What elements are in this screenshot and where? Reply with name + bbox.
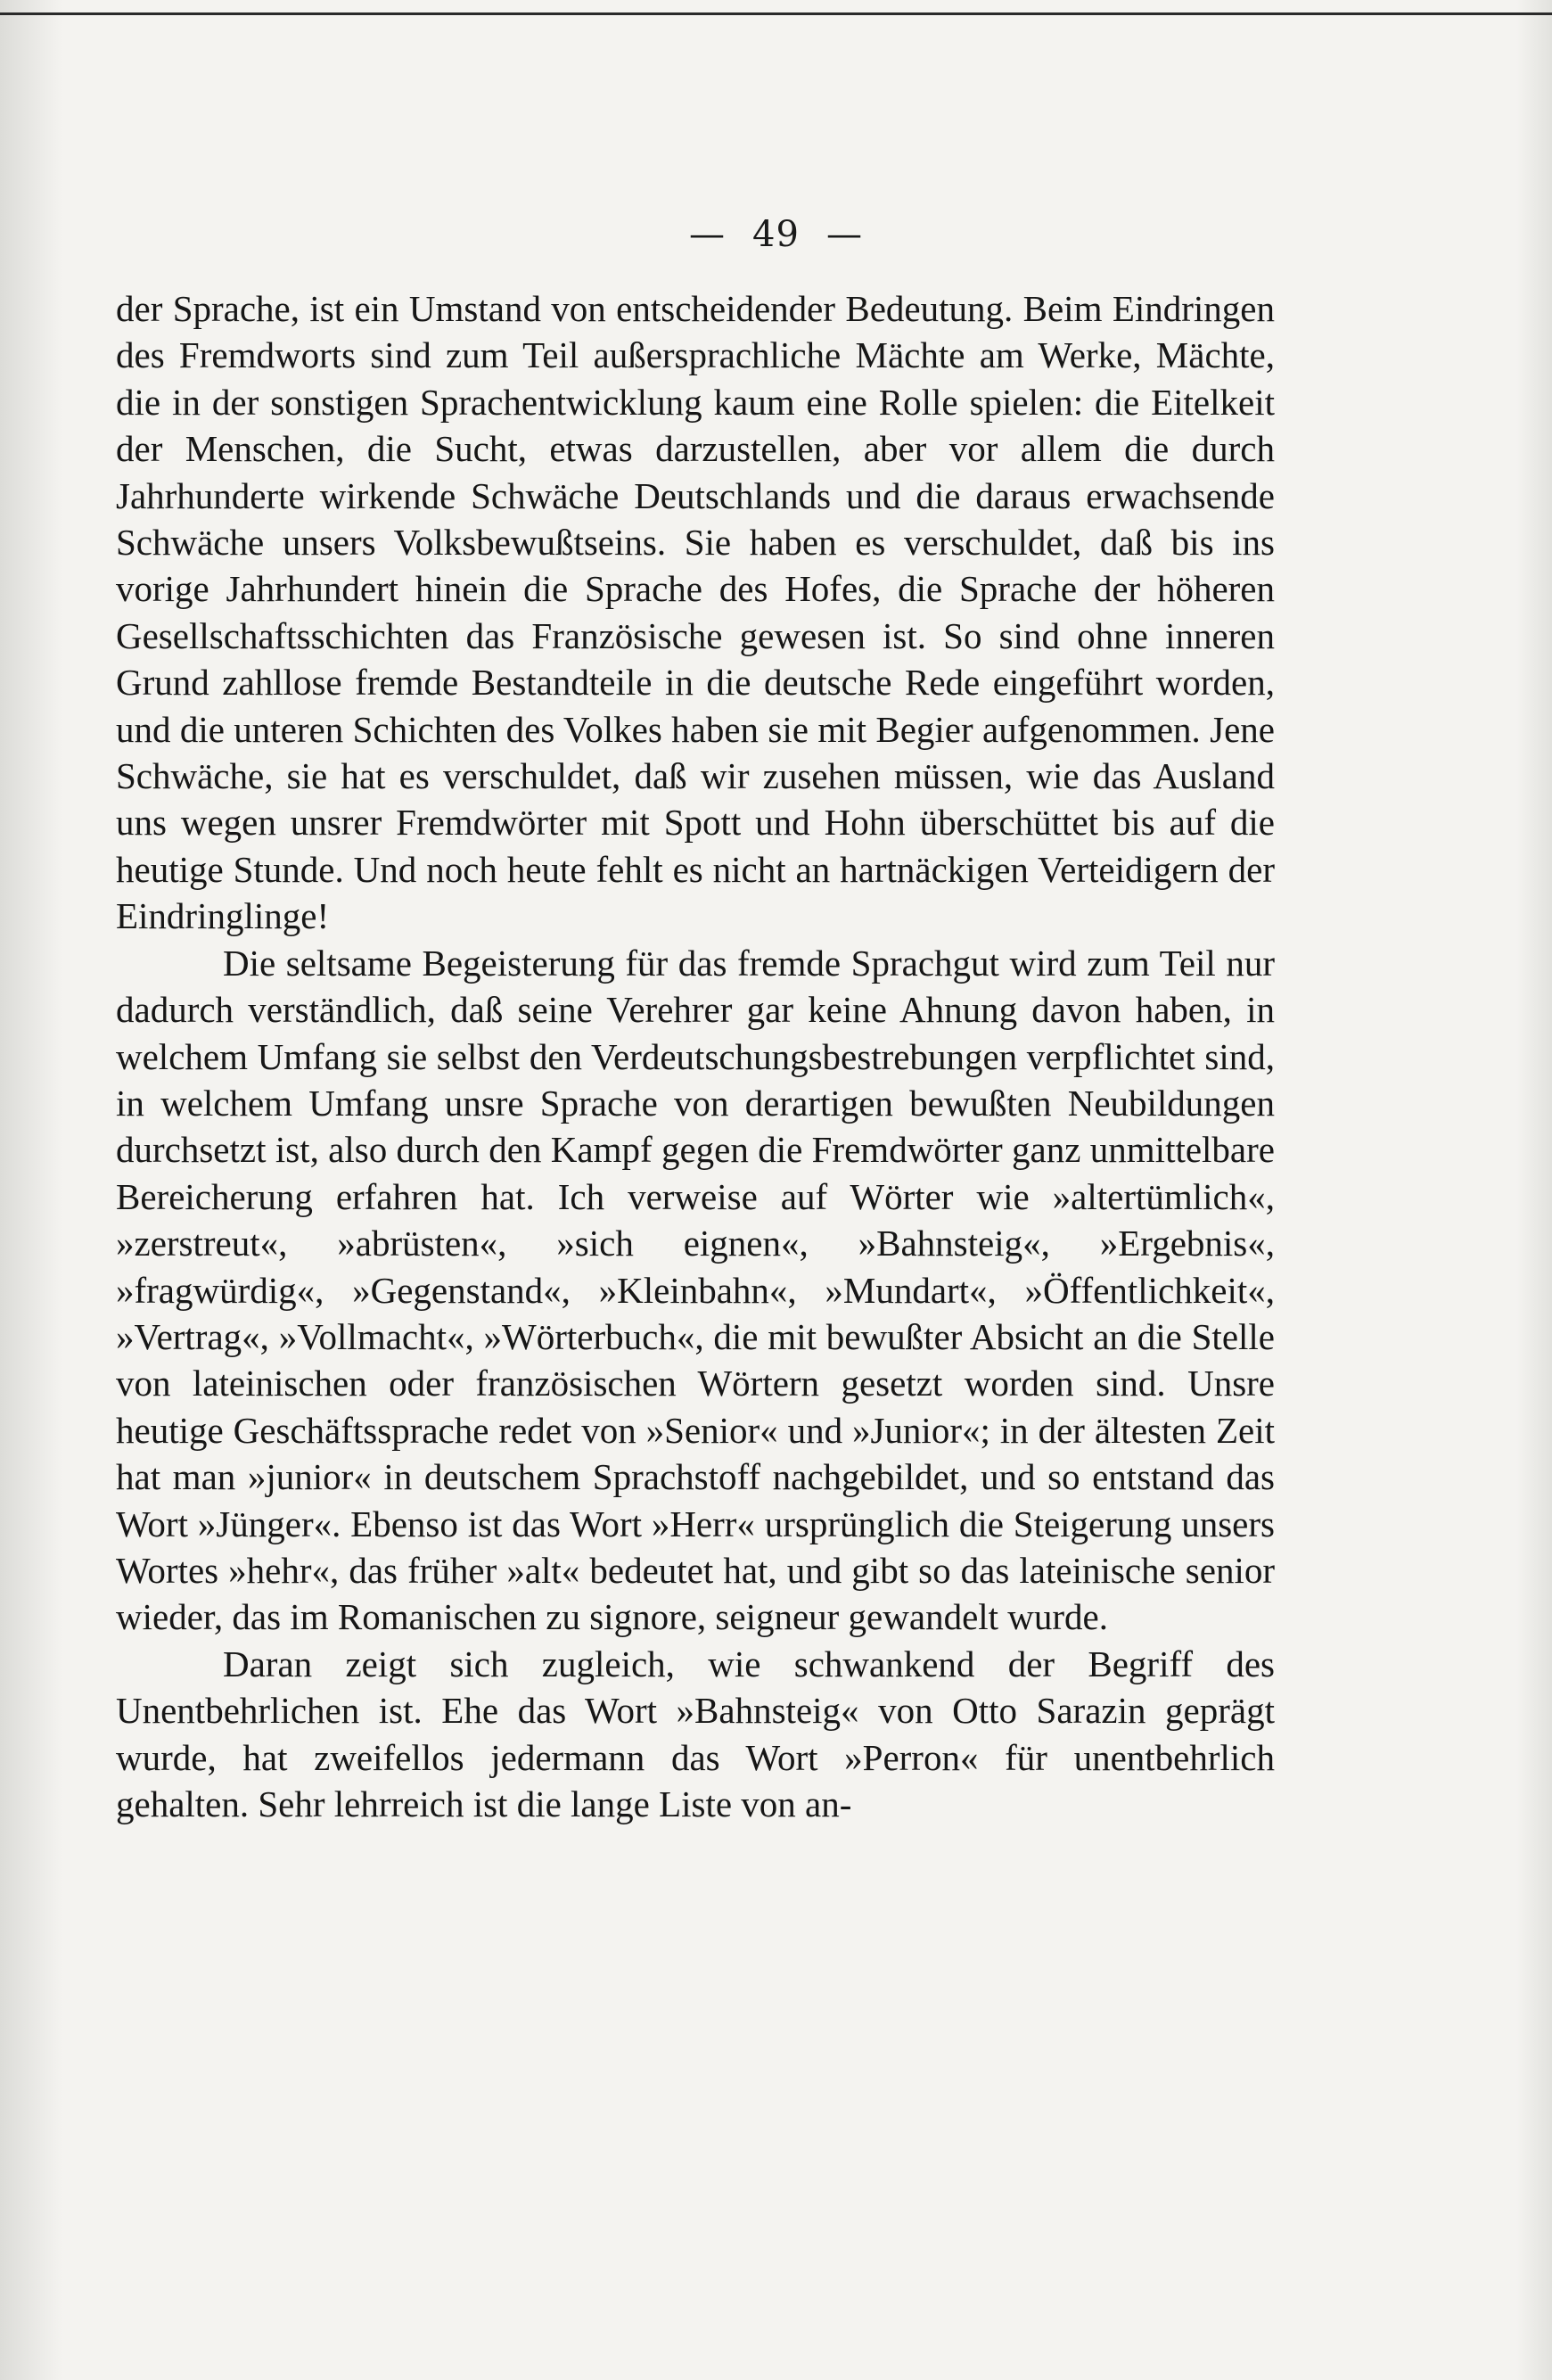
- header-dash-right: —: [825, 214, 863, 255]
- page-number: 49: [752, 214, 800, 255]
- header-dash-left: —: [689, 214, 727, 255]
- page-shadow-left: [0, 0, 62, 2380]
- page-shadow-right: [1516, 0, 1552, 2380]
- top-edge-rule: [0, 12, 1552, 15]
- body-text: [116, 285, 1275, 1827]
- page-header: [0, 214, 1552, 255]
- paragraph-1: der Sprache, ist ein Umstand von entscheidender Bedeutung. Beim Eindringen des Fremdworts sind zum Teil außersprachliche Mächte am Werke, Mächte, die in der sonstigen Sprachentwicklung kaum eine Rolle spielen: die Eitelkeit der Menschen, die Sucht, etwas darzustellen, aber vor allem die durch Jahrhunderte wirkende Schwäche Deutschlands und die daraus erwachsende Schwäche unsers Volksbewußtseins. Sie haben es verschuldet, daß bis ins vorige Jahrhundert hinein die Sprache des Hofes, die Sprache der höheren Gesellschaftsschichten das Französische gewesen ist. So sind ohne inneren Grund zahllose fremde Bestandteile in die deutsche Rede eingeführt worden, und die unteren Schichten des Volkes haben sie mit Begier aufgenommen. Jene Schwäche, sie hat es verschuldet, daß wir zusehen müssen, wie das Ausland uns wegen unsrer Fremdwörter mit Spott und Hohn überschüttet bis auf die heutige Stunde. Und noch heute fehlt es nicht an hartnäckigen Verteidigern der Eindringlinge!: [116, 288, 1275, 937]
- paragraph-3: Daran zeigt sich zugleich, wie schwankend der Begriff des Unentbehrlichen ist. Ehe das Wort »Bahnsteig« von Otto Sarazin geprägt wurde, hat zweifellos jedermann das Wort »Perron« für unentbehrlich gehalten. Sehr lehrreich ist die lange Liste von an-: [116, 1643, 1275, 1824]
- paragraph-2: Die seltsame Begeisterung für das fremde Sprachgut wird zum Teil nur dadurch verständlich, daß seine Verehrer gar keine Ahnung davon haben, in welchem Umfang sie selbst den Verdeutschungsbestrebungen verpflichtet sind, in welchem Umfang unsre Sprache von derartigen bewußten Neubildungen durchsetzt ist, also durch den Kampf gegen die Fremdwörter ganz unmittelbare Bereicherung erfahren hat. Ich verweise auf Wörter wie »altertümlich«, »zerstreut«, »abrüsten«, »sich eignen«, »Bahnsteig«, »Ergebnis«, »fragwürdig«, »Gegenstand«, »Kleinbahn«, »Mundart«, »Öffentlichkeit«, »Vertrag«, »Vollmacht«, »Wörterbuch«, die mit bewußter Absicht an die Stelle von lateinischen oder französischen Wörtern gesetzt worden sind. Unsre heutige Geschäftssprache redet von »Senior« und »Junior«; in der ältesten Zeit hat man »junior« in deutschem Sprachstoff nachgebildet, und so entstand das Wort »Jünger«. Ebenso ist das Wort »Herr« ursprünglich die Steigerung unsers Wortes »hehr«, das früher »alt« bedeutet hat, und gibt so das lateinische senior wieder, das im Romanischen zu signore, seigneur gewandelt wurde.: [116, 942, 1275, 1638]
